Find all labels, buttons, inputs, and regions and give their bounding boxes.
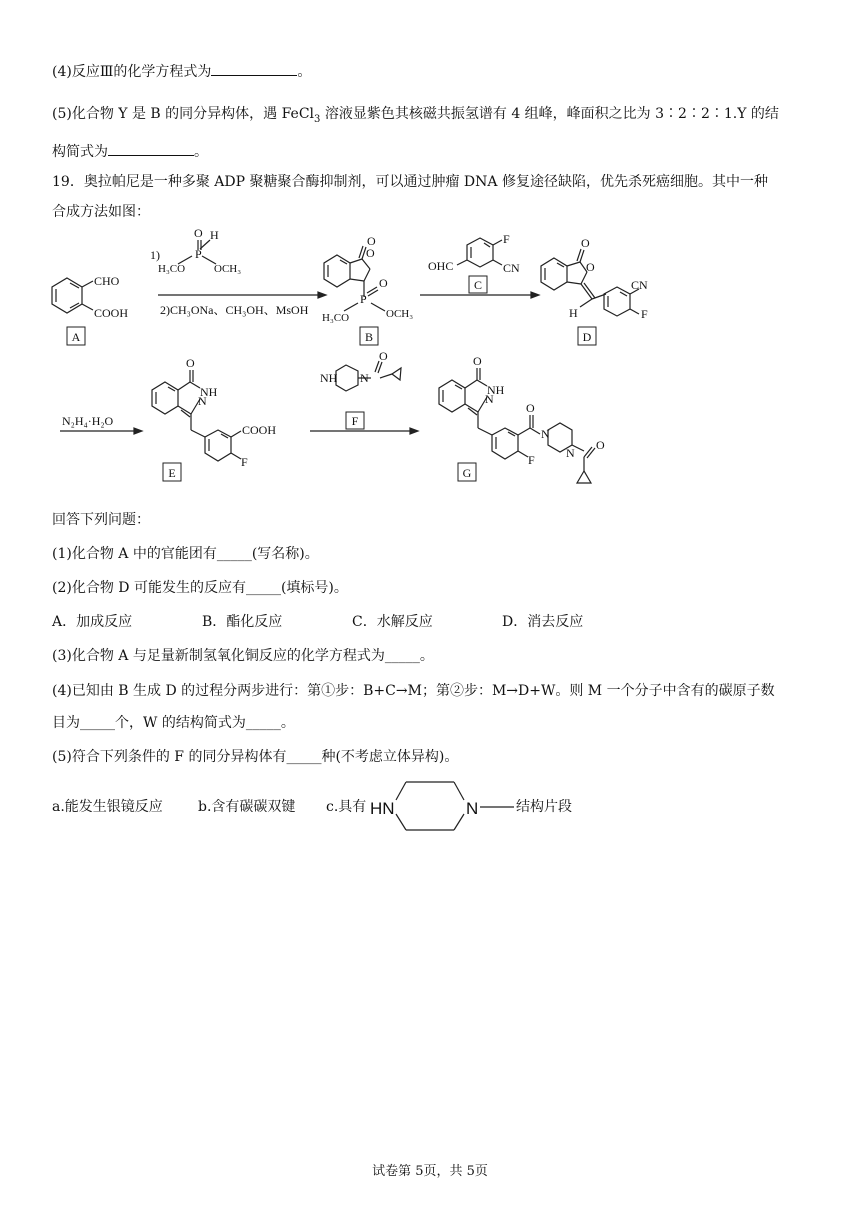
q19-intro-cont: 合成方法如图： xyxy=(52,204,150,220)
question-3: (3)化合物 A 与足量新制氢氧化铜反应的化学方程式为_____。 xyxy=(52,648,434,664)
question-1: (1)化合物 A 中的官能团有_____(写名称)。 xyxy=(52,546,319,562)
cho-group-label: CHO xyxy=(94,274,120,288)
svg-text:HN: HN xyxy=(370,799,395,818)
condition-b: b.含有碳碳双键 xyxy=(198,799,296,815)
question-2: (2)化合物 D 可能发生的反应有_____(填标号)。 xyxy=(52,580,348,596)
svg-text:NH: NH xyxy=(200,385,218,399)
svg-text:F: F xyxy=(528,453,535,467)
synthesis-scheme xyxy=(0,225,860,495)
svg-text:N: N xyxy=(566,446,575,460)
svg-text:N: N xyxy=(360,371,369,385)
condition-a: a.能发生银镜反应 xyxy=(52,799,163,815)
question-4-cont: 目为_____个，W 的结构简式为_____。 xyxy=(52,715,295,731)
svg-text:P: P xyxy=(195,247,202,261)
svg-text:NH: NH xyxy=(487,383,505,397)
compound-label-g: G xyxy=(462,466,472,480)
cooh-group-label: COOH xyxy=(94,306,129,320)
svg-text:H: H xyxy=(210,228,219,242)
svg-text:O: O xyxy=(379,276,388,290)
svg-text:P: P xyxy=(360,292,367,306)
svg-text:O: O xyxy=(473,354,482,368)
question-4: (4)已知由 B 生成 D 的过程分两步进行：第①步：B+C→M；第②步：M→D+W。则 M 一个分子中含有的碳原子数 xyxy=(52,683,775,699)
q18-part5: (5)化合物 Y 是 B 的同分异构体，遇 FeCl$_3$ 溶液显紫色其核磁共振氢谱有 4 组峰，峰面积之比为 3∶2∶2∶1.Y 的结 xyxy=(52,106,779,125)
svg-text:O: O xyxy=(367,234,376,248)
svg-text:N: N xyxy=(541,427,550,441)
svg-text:F: F xyxy=(503,232,510,246)
compound-label-e: E xyxy=(168,466,176,480)
question-5: (5)符合下列条件的 F 的同分异构体有_____种(不考虑立体异构)。 xyxy=(52,749,459,765)
svg-text:F: F xyxy=(241,455,248,469)
svg-text:OHC: OHC xyxy=(428,259,454,273)
piperazine-fragment xyxy=(368,776,518,836)
compound-label-d: D xyxy=(582,330,592,344)
svg-text:O: O xyxy=(194,226,203,240)
compound-label-b: B xyxy=(364,330,374,344)
svg-text:O: O xyxy=(596,438,605,452)
compound-label-f: F xyxy=(351,414,359,428)
q18-part5-cont: 构简式为 。 xyxy=(52,140,208,162)
compound-label-c: C xyxy=(473,278,483,292)
svg-text:N: N xyxy=(485,392,494,406)
svg-text:H: H xyxy=(569,306,578,320)
svg-text:1): 1) xyxy=(150,248,160,262)
svg-text:OCH₃: OCH₃ xyxy=(214,263,242,275)
page-footer: 试卷第 5页，共 5页 xyxy=(372,1164,488,1179)
svg-text:CN: CN xyxy=(631,278,648,292)
svg-text:O: O xyxy=(586,260,595,274)
condition-c-end: 结构片段 xyxy=(516,799,572,815)
svg-text:NH: NH xyxy=(320,371,338,385)
reagent-conditions: 2)CH₃ONa、CH₃OH、MsOH xyxy=(160,303,309,317)
svg-text:O: O xyxy=(366,246,375,260)
answer-prompt: 回答下列问题： xyxy=(52,512,150,528)
option-d[interactable]: D．消去反应 xyxy=(502,614,584,630)
option-c[interactable]: C．水解反应 xyxy=(352,614,433,630)
answer-blank[interactable] xyxy=(108,140,194,156)
svg-text:COOH: COOH xyxy=(242,423,277,437)
answer-blank[interactable] xyxy=(211,60,297,76)
condition-c: c.具有 xyxy=(326,799,367,815)
q18-part4: (4)反应Ⅲ的化学方程式为 。 xyxy=(52,60,311,82)
option-b[interactable]: B．酯化反应 xyxy=(202,614,283,630)
svg-text:F: F xyxy=(641,307,648,321)
svg-text:N: N xyxy=(466,799,479,818)
svg-text:H₃CO: H₃CO xyxy=(322,312,350,324)
svg-text:O: O xyxy=(186,356,195,370)
svg-text:O: O xyxy=(581,236,590,250)
compound-label-a: A xyxy=(71,330,81,344)
svg-text:O: O xyxy=(526,401,535,415)
svg-text:H₃CO: H₃CO xyxy=(158,263,186,275)
svg-text:CN: CN xyxy=(503,261,520,275)
q19-intro: 19．奥拉帕尼是一种多聚 ADP 聚糖聚合酶抑制剂，可以通过肿瘤 DNA 修复途径缺陷，优先杀死癌细胞。其中一种 xyxy=(52,174,768,190)
svg-text:O: O xyxy=(379,349,388,363)
svg-text:N: N xyxy=(198,394,207,408)
hydrazine-reagent: N₂H₄·H₂O xyxy=(62,414,114,428)
option-a[interactable]: A．加成反应 xyxy=(52,614,133,630)
svg-text:OCH₃: OCH₃ xyxy=(386,308,414,320)
